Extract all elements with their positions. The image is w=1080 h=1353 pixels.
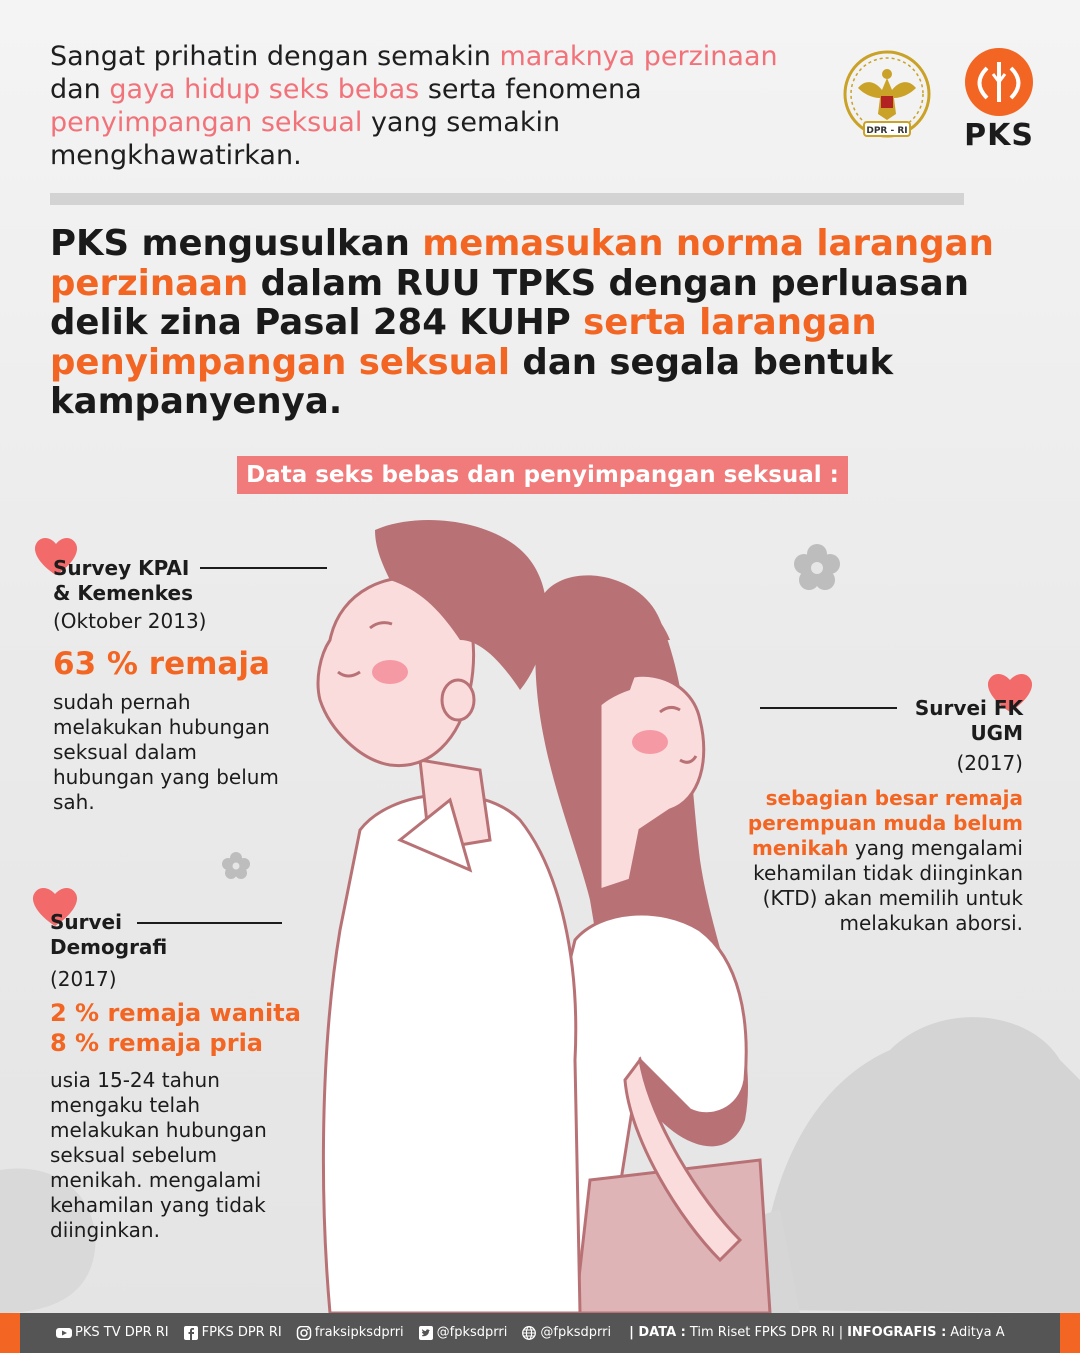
survey-title: Survei FK xyxy=(914,696,1023,720)
headline xyxy=(50,224,1010,422)
survey-title: Survei xyxy=(50,910,122,934)
footer-instagram[interactable] xyxy=(296,1323,404,1343)
survey-title: UGM xyxy=(970,721,1023,745)
header-divider xyxy=(50,193,964,205)
headline-part: PKS mengusulkan xyxy=(50,223,423,264)
intro-highlight: penyimpangan seksual xyxy=(50,107,363,138)
twitter-icon xyxy=(418,1326,434,1340)
survey-body-text: yang mengalami kehamilan tidak diinginkan (KTD) akan memilih untuk melakukan aborsi. xyxy=(753,836,1023,935)
footer-web-label: @fpksdprri xyxy=(540,1325,612,1340)
intro-part: yang semakin mengkhawatirkan. xyxy=(50,107,561,171)
headline-part: dan segala bentuk kampanyenya. xyxy=(50,341,894,422)
pks-logo-text: PKS xyxy=(964,118,1034,153)
footer-twitter-label: @fpksdprri xyxy=(436,1325,508,1340)
footer-facebook[interactable] xyxy=(183,1323,282,1343)
footer-youtube-label: PKS TV DPR RI xyxy=(75,1325,169,1340)
dpr-logo-label: DPR - RI xyxy=(866,126,908,136)
dpr-ri-logo xyxy=(838,48,936,148)
survey-highlight: sebagian besar remaja perempuan muda belum menikah xyxy=(747,786,1023,860)
intro-part: serta fenomena xyxy=(419,74,642,105)
survey-highlight: 8 % remaja pria xyxy=(50,1029,263,1057)
footer-instagram-label: fraksipksdprri xyxy=(314,1325,404,1340)
survey-highlight: 2 % remaja wanita xyxy=(50,999,301,1027)
footer-twitter[interactable] xyxy=(418,1323,508,1343)
footer-accent xyxy=(0,1313,20,1353)
intro-part: dan xyxy=(50,74,110,105)
survey-kpai xyxy=(53,556,353,815)
headline-highlight: serta larangan penyimpangan seksual xyxy=(50,302,877,383)
intro-highlight: maraknya perzinaan xyxy=(499,41,778,72)
flower-icon xyxy=(794,544,840,590)
survey-year: (2017) xyxy=(956,751,1023,775)
survey-body: usia 15-24 tahun mengaku telah melakukan hubungan seksual sebelum menikah. mengalami kehamilan yang tidak diinginkan. xyxy=(50,1068,267,1242)
footer-info-label: INFOGRAFIS : xyxy=(847,1325,947,1340)
footer-accent xyxy=(1060,1313,1080,1353)
footer-credits xyxy=(56,1323,1056,1343)
data-section-banner: Data seks bebas dan penyimpangan seksual : xyxy=(237,456,848,494)
survey-title: Demografi xyxy=(50,935,168,959)
flower-icon xyxy=(222,852,250,879)
survey-year: (Oktober 2013) xyxy=(53,609,207,633)
pks-logo xyxy=(962,48,1036,152)
pks-logo-mark xyxy=(965,48,1033,116)
survey-demografi xyxy=(50,910,350,1243)
background-flower-blob xyxy=(760,1017,1080,1313)
headline-highlight: memasukan norma larangan perzinaan xyxy=(50,223,994,304)
footer-info-value: Aditya A xyxy=(950,1325,1005,1340)
footer-data-value: Tim Riset FPKS DPR RI | xyxy=(689,1325,844,1340)
footer-web[interactable] xyxy=(521,1323,611,1343)
youtube-icon xyxy=(56,1326,72,1340)
survey-title: & Kemenkes xyxy=(53,581,193,605)
globe-icon xyxy=(521,1326,537,1340)
survey-title: Survey KPAI xyxy=(53,556,190,580)
intro-highlight: gaya hidup seks bebas xyxy=(109,74,420,105)
headline-part: dalam RUU TPKS dengan perluasan delik zina Pasal 284 KUHP xyxy=(50,262,970,343)
footer-data-label: | DATA : xyxy=(629,1325,686,1340)
instagram-icon xyxy=(296,1326,312,1340)
footer-facebook-label: FPKS DPR RI xyxy=(201,1325,282,1340)
survey-ugm xyxy=(700,696,1023,936)
survey-body xyxy=(740,786,1023,936)
survey-body: sudah pernah melakukan hubungan seksual dalam hubungan yang belum sah. xyxy=(53,690,279,814)
intro-text xyxy=(50,40,820,172)
survey-highlight: 63 % remaja xyxy=(53,646,270,682)
footer-youtube[interactable] xyxy=(56,1323,169,1343)
survey-year: (2017) xyxy=(50,967,117,991)
intro-part: Sangat prihatin dengan semakin xyxy=(50,41,500,72)
facebook-icon xyxy=(183,1326,199,1340)
man-shirt xyxy=(323,795,580,1313)
